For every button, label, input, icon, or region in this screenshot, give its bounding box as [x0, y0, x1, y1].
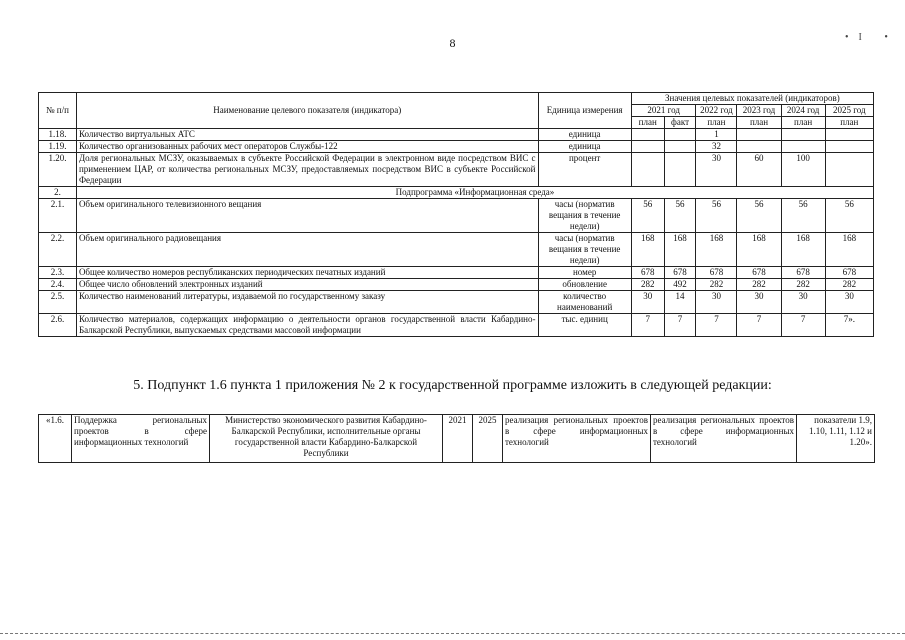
header-row — [39, 93, 874, 105]
table-row — [39, 141, 874, 153]
row-unit: часы (норматив вещания в течение недели) — [538, 199, 631, 233]
header-year: 2021 год — [631, 105, 696, 117]
row-name: Общее количество номеров республиканских периодических печатных изданий — [76, 267, 538, 279]
corner-mark: •I • — [845, 32, 898, 43]
row-value: 282 — [696, 279, 737, 291]
row-value: 7». — [825, 314, 873, 337]
row-value: 282 — [737, 279, 781, 291]
table-row — [39, 153, 874, 187]
row-num: 2.1. — [39, 199, 77, 233]
row-value: 60 — [737, 153, 781, 187]
row-name: Количество наименований литературы, издаваемой по государственному заказу — [76, 291, 538, 314]
row-value — [664, 153, 696, 187]
row-value — [664, 141, 696, 153]
row-value: 7 — [696, 314, 737, 337]
row-value: 282 — [825, 279, 873, 291]
row-value — [631, 129, 664, 141]
row-name: Количество материалов, содержащих информацию о деятельности органов государственной власти Кабардино-Балкарской Республики, выпускаемых средствами массовой информации — [76, 314, 538, 337]
row-unit: процент — [538, 153, 631, 187]
row-unit: обновление — [538, 279, 631, 291]
row-num: 1.18. — [39, 129, 77, 141]
row-value: 678 — [781, 267, 825, 279]
row-value: 30 — [781, 291, 825, 314]
program-name: Поддержка региональных проектов в сфере информационных технологий — [72, 415, 210, 463]
row-value: 168 — [781, 233, 825, 267]
row-value: 30 — [825, 291, 873, 314]
row-num: 2.3. — [39, 267, 77, 279]
row-name: Объем оригинального телевизионного вещания — [76, 199, 538, 233]
row-name: Общее число обновлений электронных изданий — [76, 279, 538, 291]
row-name: Количество виртуальных АТС — [76, 129, 538, 141]
row-value — [825, 141, 873, 153]
header-sub: план — [825, 117, 873, 129]
header-sub: план — [631, 117, 664, 129]
row-value: 30 — [631, 291, 664, 314]
row-value — [737, 129, 781, 141]
table-row — [39, 291, 874, 314]
row-value: 14 — [664, 291, 696, 314]
row-value: 56 — [781, 199, 825, 233]
row-value — [825, 153, 873, 187]
header-num: № п/п — [39, 93, 77, 129]
row-value: 282 — [631, 279, 664, 291]
program-num: «1.6. — [39, 415, 72, 463]
page-number: 8 — [449, 36, 456, 50]
row-unit: номер — [538, 267, 631, 279]
row-value: 168 — [737, 233, 781, 267]
row-unit: единица — [538, 129, 631, 141]
row-name: Доля региональных МСЗУ, оказываемых в субъекте Российской Федерации в электронном виде посредством ВИС с применением ЦАР, от количества региональных МСЗУ, предоставляемых посредством ВИС в субъекте Российской Федерации — [76, 153, 538, 187]
row-value: 7 — [781, 314, 825, 337]
row-value: 1 — [696, 129, 737, 141]
row-num: 2.4. — [39, 279, 77, 291]
row-value: 168 — [664, 233, 696, 267]
program-result-1: реализация региональных проектов в сфере информационных технологий — [503, 415, 651, 463]
section-heading: 5. Подпункт 1.6 пункта 1 приложения № 2 к государственной программе изложить в следующей редакции: — [133, 378, 772, 393]
row-value: 168 — [631, 233, 664, 267]
program-result-2: реализация региональных проектов в сфере информационных технологий — [651, 415, 797, 463]
row-value: 678 — [737, 267, 781, 279]
header-year: 2024 год — [781, 105, 825, 117]
header-name: Наименование целевого показателя (индикатора) — [76, 93, 538, 129]
row-value — [737, 141, 781, 153]
table-row — [39, 279, 874, 291]
row-value: 32 — [696, 141, 737, 153]
program-executor: Министерство экономического развития Кабардино-Балкарской Республики, исполнительные органы государственной власти Кабардино-Балкарской Республики — [210, 415, 443, 463]
row-value: 7 — [737, 314, 781, 337]
row-value: 678 — [664, 267, 696, 279]
row-num: 1.19. — [39, 141, 77, 153]
row-value: 7 — [664, 314, 696, 337]
header-sub: план — [781, 117, 825, 129]
row-value: 56 — [664, 199, 696, 233]
row-num: 2.2. — [39, 233, 77, 267]
row-value: 56 — [825, 199, 873, 233]
row-value — [631, 153, 664, 187]
subprogram-title: Подпрограмма «Информационная среда» — [76, 187, 873, 199]
header-values-group: Значения целевых показателей (индикаторов) — [631, 93, 873, 105]
row-value: 30 — [737, 291, 781, 314]
header-sub: план — [696, 117, 737, 129]
row-value — [781, 141, 825, 153]
row-num: 1.20. — [39, 153, 77, 187]
row-name: Количество организованных рабочих мест операторов Службы-122 — [76, 141, 538, 153]
row-value — [781, 129, 825, 141]
row-unit: часы (норматив вещания в течение недели) — [538, 233, 631, 267]
header-sub: факт — [664, 117, 696, 129]
row-num: 2.6. — [39, 314, 77, 337]
row-value — [664, 129, 696, 141]
row-num: 2. — [39, 187, 77, 199]
header-sub: план — [737, 117, 781, 129]
table-row — [39, 267, 874, 279]
row-unit: количество наименований — [538, 291, 631, 314]
row-value: 168 — [696, 233, 737, 267]
program-indicators: показатели 1.9, 1.10, 1.11, 1.12 и 1.20». — [797, 415, 875, 463]
row-value: 678 — [631, 267, 664, 279]
header-year: 2022 год — [696, 105, 737, 117]
row-unit: единица — [538, 141, 631, 153]
row-value: 678 — [696, 267, 737, 279]
row-value: 282 — [781, 279, 825, 291]
row-value: 30 — [696, 153, 737, 187]
program-start-year: 2021 — [443, 415, 473, 463]
program-table — [38, 414, 875, 463]
table-row — [39, 129, 874, 141]
row-value: 56 — [696, 199, 737, 233]
header-year: 2025 год — [825, 105, 873, 117]
program-end-year: 2025 — [473, 415, 503, 463]
page-bottom-line — [0, 633, 905, 634]
table-row — [39, 187, 874, 199]
indicators-table — [38, 92, 874, 337]
row-value: 492 — [664, 279, 696, 291]
row-value: 7 — [631, 314, 664, 337]
header-year: 2023 год — [737, 105, 781, 117]
row-value — [825, 129, 873, 141]
row-value: 56 — [631, 199, 664, 233]
table-row — [39, 233, 874, 267]
row-num: 2.5. — [39, 291, 77, 314]
table-row — [39, 199, 874, 233]
table-row — [39, 314, 874, 337]
row-unit: тыс. единиц — [538, 314, 631, 337]
row-value — [631, 141, 664, 153]
header-unit: Единица измерения — [538, 93, 631, 129]
row-value: 678 — [825, 267, 873, 279]
row-value: 30 — [696, 291, 737, 314]
row-value: 100 — [781, 153, 825, 187]
row-value: 168 — [825, 233, 873, 267]
row-name: Объем оригинального радиовещания — [76, 233, 538, 267]
program-row — [39, 415, 875, 463]
row-value: 56 — [737, 199, 781, 233]
